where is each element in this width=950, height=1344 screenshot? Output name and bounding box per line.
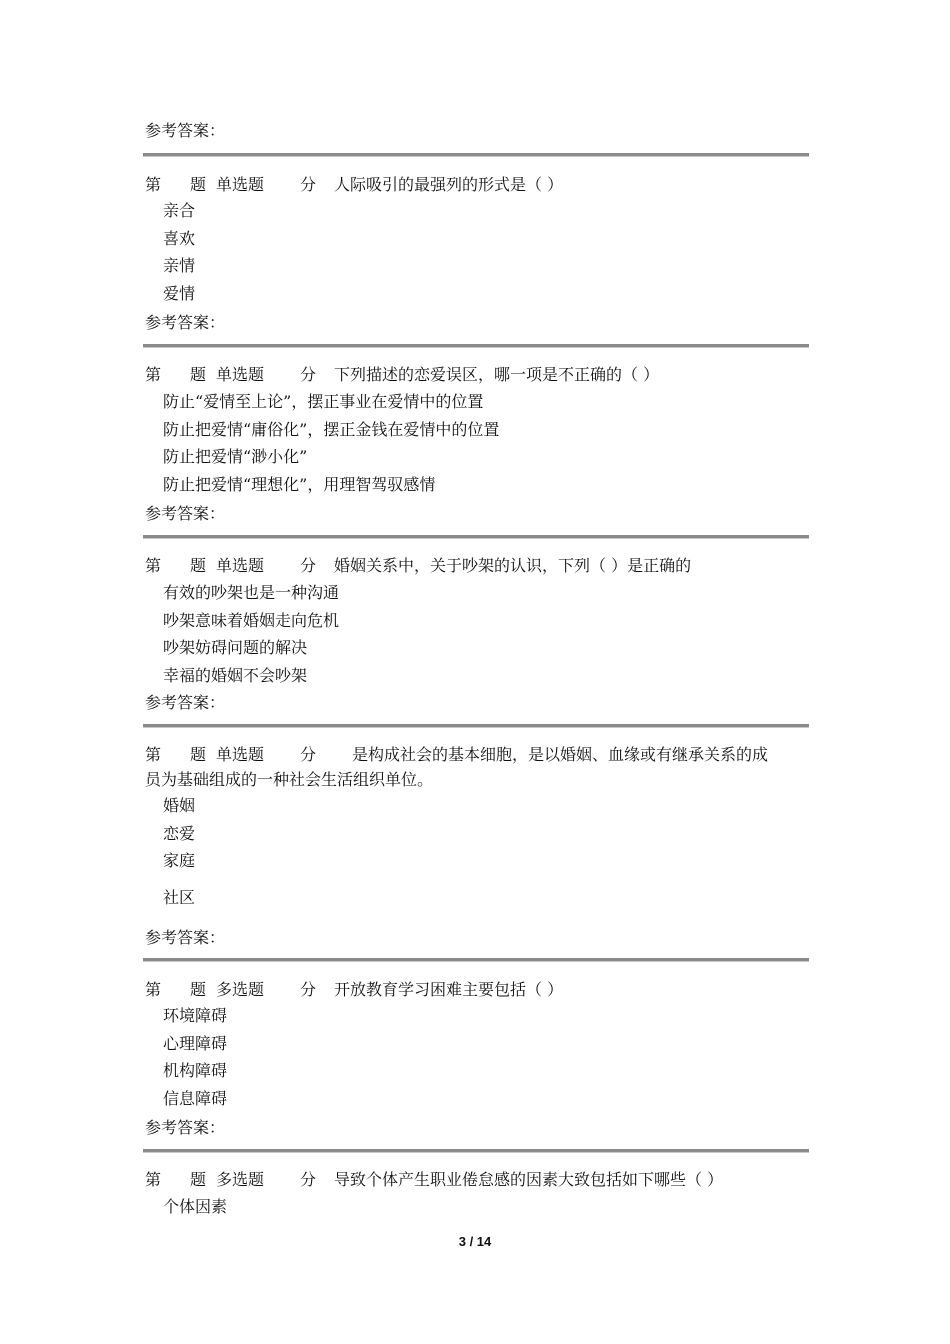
question-type: 单选题 xyxy=(216,745,265,764)
divider xyxy=(143,535,809,539)
question-text: 导致个体产生职业倦怠感的因素大致包括如下哪些（ ） xyxy=(334,1170,724,1189)
question-suffix: 题 xyxy=(190,745,207,764)
question-type: 多选题 xyxy=(216,1170,265,1189)
question-prefix: 第 xyxy=(145,365,162,384)
option: 有效的吵架也是一种沟通 xyxy=(163,583,340,602)
option: 家庭 xyxy=(163,851,196,870)
option: 信息障碍 xyxy=(163,1089,228,1108)
answer-label: 参考答案： xyxy=(145,693,226,712)
option: 防止“爱情至上论”，摆正事业在爱情中的位置 xyxy=(163,392,484,411)
answer-label: 参考答案： xyxy=(145,1118,226,1137)
question-score-unit: 分 xyxy=(300,980,317,999)
question-suffix: 题 xyxy=(190,1170,207,1189)
divider xyxy=(143,344,809,348)
answer-label: 参考答案： xyxy=(145,928,226,947)
question-prefix: 第 xyxy=(145,1170,162,1189)
question-prefix: 第 xyxy=(145,175,162,194)
question-type: 单选题 xyxy=(216,556,265,575)
divider xyxy=(143,724,809,728)
answer-label: 参考答案： xyxy=(145,313,226,332)
option: 婚姻 xyxy=(163,796,196,815)
option: 亲合 xyxy=(163,201,196,220)
option: 环境障碍 xyxy=(163,1006,228,1025)
page-number: 3 / 14 xyxy=(458,1234,492,1249)
option: 心理障碍 xyxy=(163,1034,228,1053)
question-suffix: 题 xyxy=(190,556,207,575)
question-suffix: 题 xyxy=(190,365,207,384)
question-text: 下列描述的恋爱误区，哪一项是不正确的（ ） xyxy=(334,365,660,384)
question-type: 多选题 xyxy=(216,980,265,999)
divider xyxy=(143,153,809,157)
question-type: 单选题 xyxy=(216,175,265,194)
question-text: 婚姻关系中，关于吵架的认识，下列（ ）是正确的 xyxy=(334,556,692,575)
question-suffix: 题 xyxy=(190,175,207,194)
option: 机构障碍 xyxy=(163,1061,228,1080)
question-score-unit: 分 xyxy=(300,556,317,575)
option: 防止把爱情“渺小化” xyxy=(163,447,308,466)
question-score-unit: 分 xyxy=(300,1170,317,1189)
question-score-unit: 分 xyxy=(300,175,317,194)
question-text: 开放教育学习困难主要包括（ ） xyxy=(334,980,564,999)
question-prefix: 第 xyxy=(145,980,162,999)
option: 喜欢 xyxy=(163,229,196,248)
answer-label: 参考答案： xyxy=(145,504,226,523)
option: 爱情 xyxy=(163,284,196,303)
question-score-unit: 分 xyxy=(300,365,317,384)
option: 防止把爱情“理想化”，用理智驾驭感情 xyxy=(163,475,436,494)
question-prefix: 第 xyxy=(145,556,162,575)
option: 恋爱 xyxy=(163,824,196,843)
divider xyxy=(143,1149,809,1153)
answer-label: 参考答案： xyxy=(145,121,226,140)
question-text: 是构成社会的基本细胞，是以婚姻、血缘或有继承关系的成 xyxy=(352,745,769,764)
option: 幸福的婚姻不会吵架 xyxy=(163,666,308,685)
question-score-unit: 分 xyxy=(300,745,317,764)
question-text: 人际吸引的最强列的形式是（ ） xyxy=(334,175,564,194)
question-text-continued: 员为基础组成的一种社会生活组织单位。 xyxy=(145,770,434,789)
option: 吵架意味着婚姻走向危机 xyxy=(163,611,340,630)
option: 亲情 xyxy=(163,256,196,275)
question-prefix: 第 xyxy=(145,745,162,764)
divider xyxy=(143,958,809,962)
option: 个体因素 xyxy=(163,1197,228,1216)
option: 社区 xyxy=(163,888,196,907)
option: 防止把爱情“庸俗化”，摆正金钱在爱情中的位置 xyxy=(163,420,500,439)
option: 吵架妨碍问题的解决 xyxy=(163,638,308,657)
question-type: 单选题 xyxy=(216,365,265,384)
question-suffix: 题 xyxy=(190,980,207,999)
